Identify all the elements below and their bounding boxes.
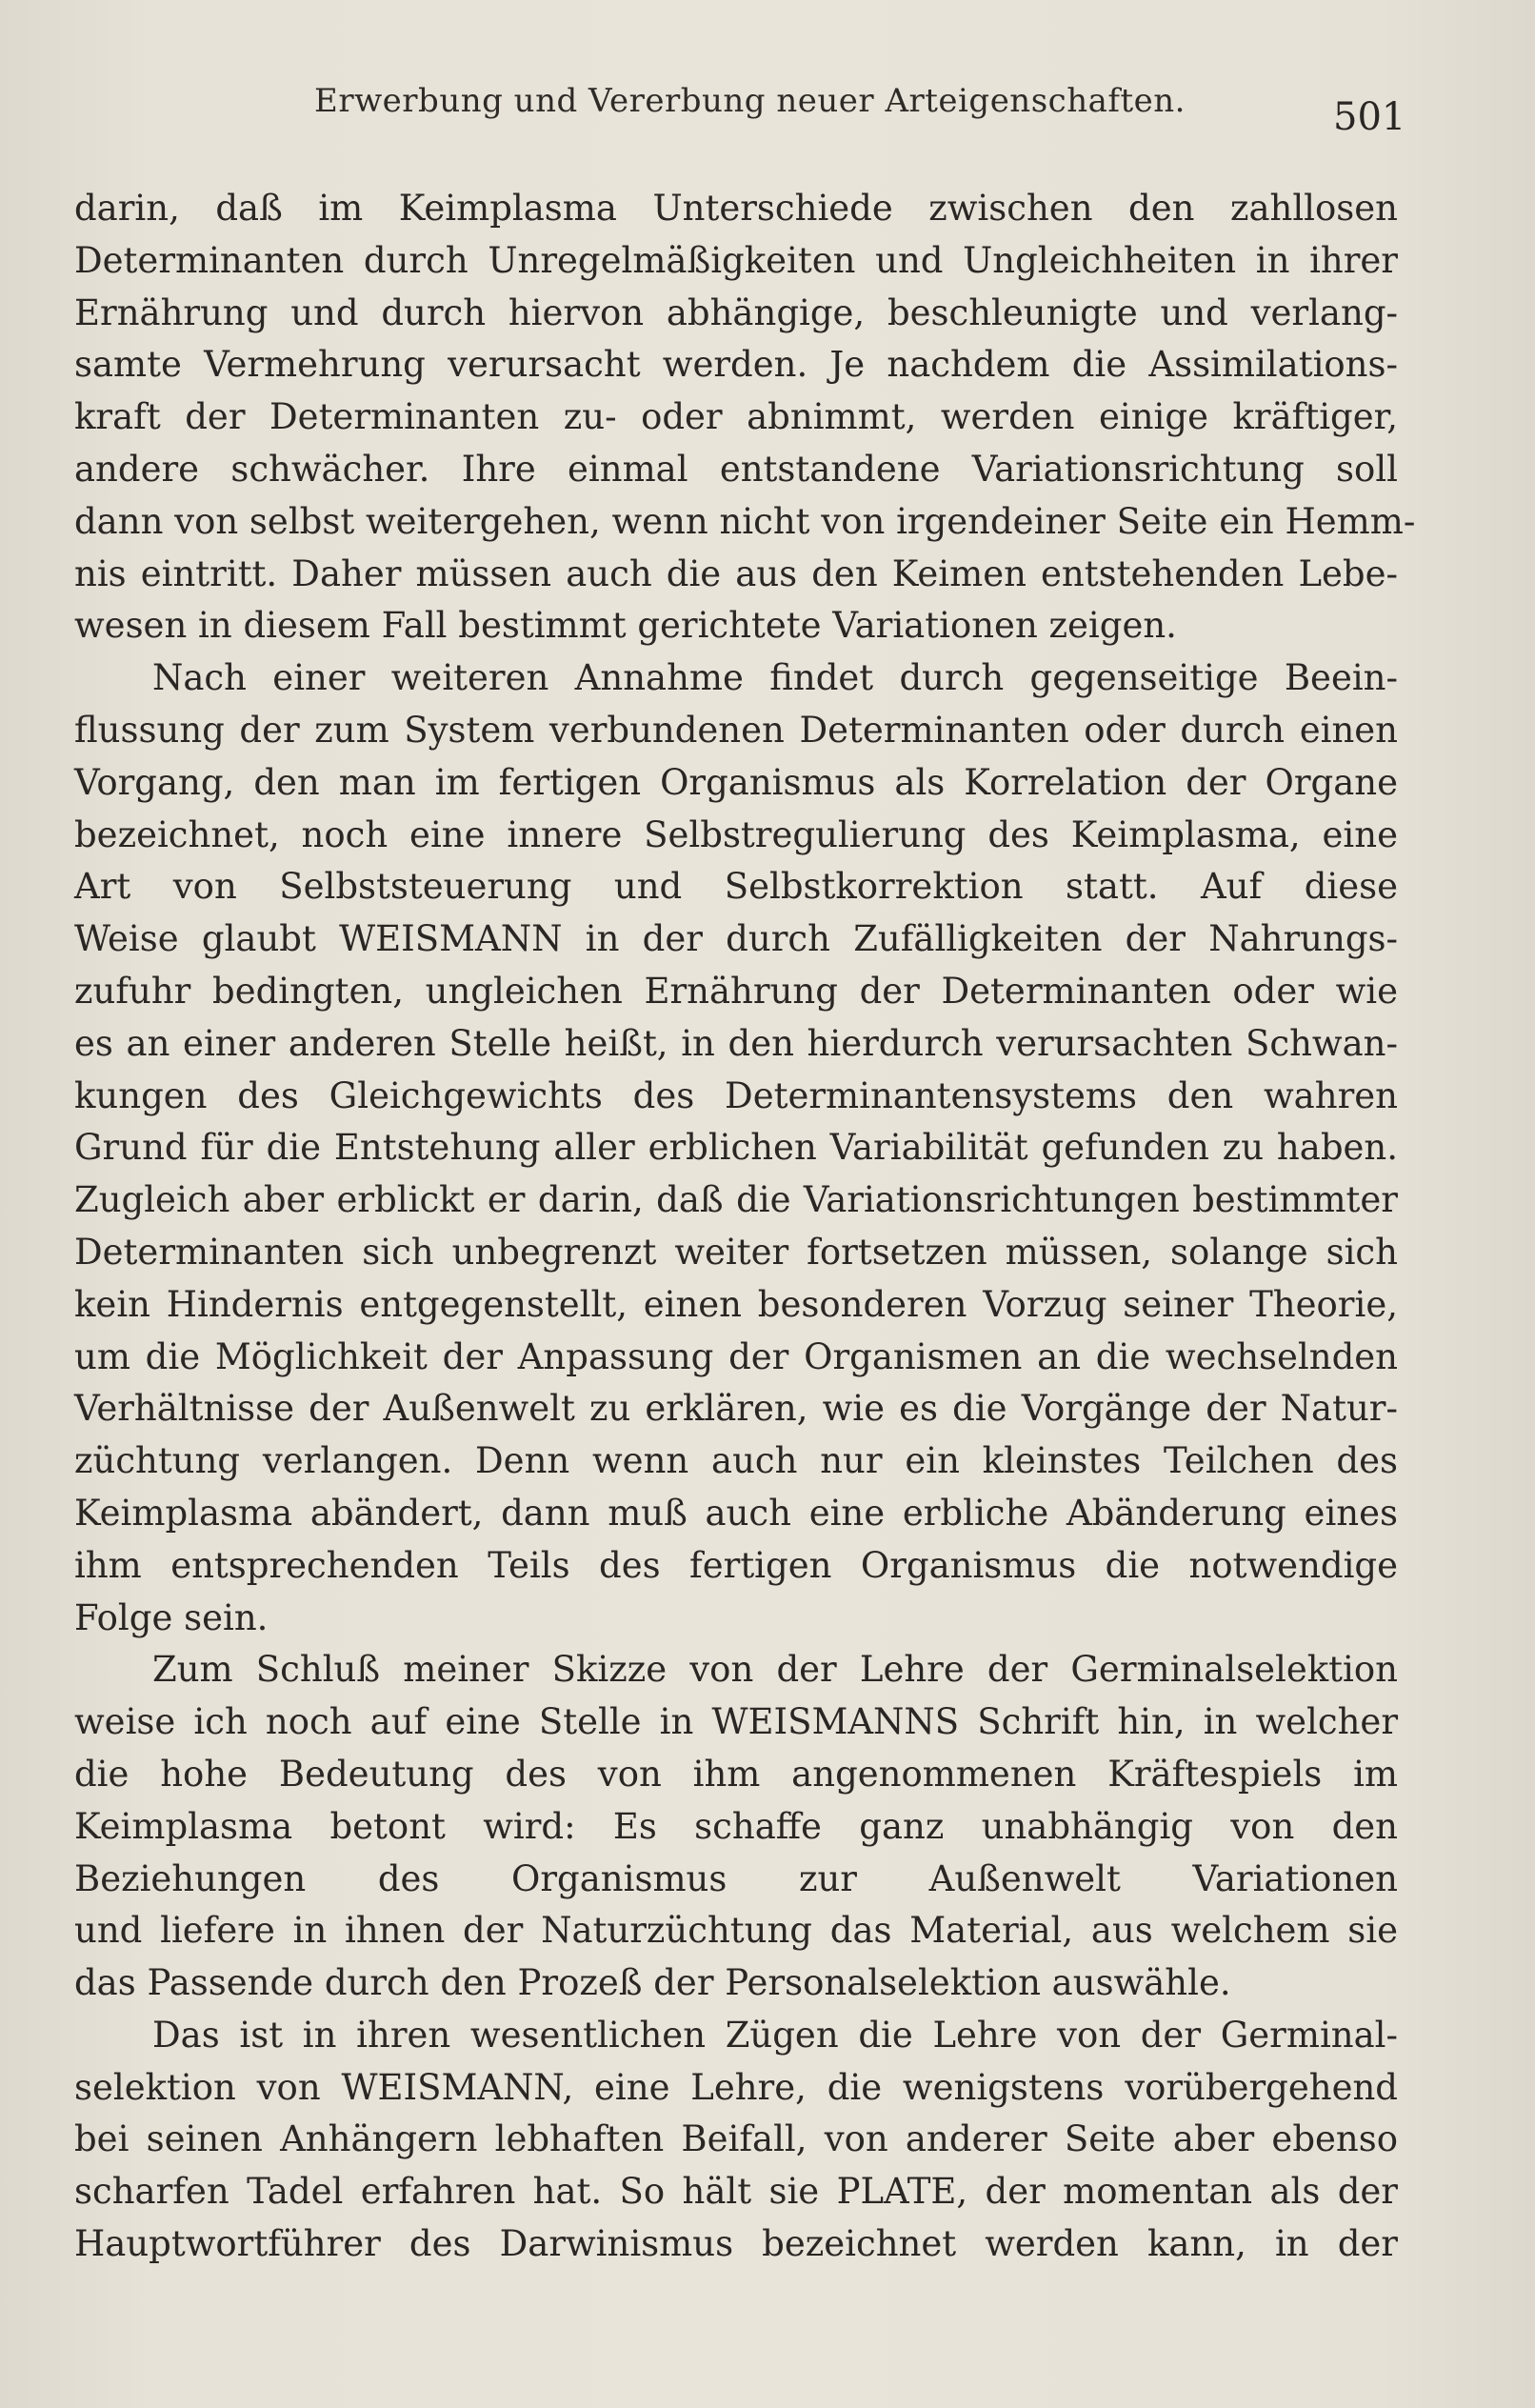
text-line: nis eintritt. Daher müssen auch die aus den Keimen entstehenden Lebe- <box>74 552 1398 594</box>
text-line: es an einer anderen Stelle heißt, in den hierdurch verursachten Schwan- <box>74 1022 1398 1064</box>
text-line: samte Vermehrung verursacht werden. Je nachdem die Assimilations- <box>74 344 1398 386</box>
text-line: die hohe Bedeutung des von ihm angenommenen Kräftespiels im <box>74 1753 1398 1795</box>
text-line: Grund für die Entstehung aller erblichen Variabilität gefunden zu haben. <box>74 1127 1398 1169</box>
text-line: dann von selbst weitergehen, wenn nicht von irgendeiner Seite ein Hemm- <box>74 500 1416 542</box>
text-line: um die Möglichkeit der Anpassung der Organismen an die wechselnden <box>74 1335 1398 1377</box>
page-number: 501 <box>1333 95 1406 139</box>
text-line: kein Hindernis entgegenstellt, einen besonderen Vorzug seiner Theorie, <box>74 1283 1398 1325</box>
text-line: andere schwächer. Ihre einmal entstandene Variationsrichtung soll <box>74 448 1398 490</box>
text-line: Keimplasma betont wird: Es schaffe ganz unabhängig von den <box>74 1805 1398 1847</box>
text-line: und liefere in ihnen der Naturzüchtung das Material, aus welchem sie <box>74 1910 1398 1952</box>
body-text <box>74 183 1416 2271</box>
text-line: Keimplasma abändert, dann muß auch eine erbliche Abänderung eines <box>74 1492 1398 1534</box>
text-line: wesen in diesem Fall bestimmt gerichtete Variationen zeigen. <box>74 605 1177 647</box>
text-line: selektion von WEISMANN, eine Lehre, die wenigstens vorübergehend <box>74 2066 1398 2108</box>
text-line: Determinanten durch Unregelmäßigkeiten und Ungleichheiten in ihrer <box>74 239 1398 281</box>
text-line: Determinanten sich unbegrenzt weiter fortsetzen müssen, solange sich <box>74 1231 1398 1273</box>
text-line: Art von Selbststeuerung und Selbstkorrektion statt. Auf diese <box>74 866 1398 908</box>
text-line: Hauptwortführer des Darwinismus bezeichnet werden kann, in der <box>74 2223 1398 2265</box>
text-line: das Passende durch den Prozeß der Personalselektion auswähle. <box>74 1962 1231 2004</box>
text-line: Zum Schluß meiner Skizze von der Lehre der Germinalselektion <box>152 1649 1398 1691</box>
text-line: Verhältnisse der Außenwelt zu erklären, wie es die Vorgänge der Natur- <box>74 1388 1398 1430</box>
text-line: Das ist in ihren wesentlichen Zügen die Lehre von der Germinal- <box>152 2014 1398 2056</box>
text-line: darin, daß im Keimplasma Unterschiede zwischen den zahllosen <box>74 188 1398 229</box>
text-line: kungen des Gleichgewichts des Determinantensystems den wahren <box>74 1074 1398 1116</box>
text-line: Folge sein. <box>74 1596 269 1638</box>
text-line: weise ich noch auf eine Stelle in WEISMANNS Schrift hin, in welcher <box>74 1701 1398 1743</box>
text-line: ihm entsprechenden Teils des fertigen Organismus die notwendige <box>74 1544 1398 1586</box>
text-line: züchtung verlangen. Denn wenn auch nur ein kleinstes Teilchen des <box>74 1440 1398 1482</box>
text-line: Vorgang, den man im fertigen Organismus als Korrelation der Organe <box>74 761 1398 803</box>
text-line: flussung der zum System verbundenen Determinanten oder durch einen <box>74 709 1398 751</box>
text-line: kraft der Determinanten zu- oder abnimmt, werden einige kräftiger, <box>74 396 1398 438</box>
text-line: zufuhr bedingten, ungleichen Ernährung der Determinanten oder wie <box>74 970 1398 1012</box>
text-line: bei seinen Anhängern lebhaften Beifall, von anderer Seite aber ebenso <box>74 2118 1398 2160</box>
running-head: Erwerbung und Vererbung neuer Arteigenschaften. <box>314 82 1186 120</box>
text-line: bezeichnet, noch eine innere Selbstregulierung des Keimplasma, eine <box>74 813 1398 855</box>
text-line: scharfen Tadel erfahren hat. So hält sie PLATE, der momentan als der <box>74 2171 1398 2213</box>
text-line: Zugleich aber erblickt er darin, daß die Variationsrichtungen bestimmter <box>74 1179 1398 1221</box>
text-line: Ernährung und durch hiervon abhängige, beschleunigte und verlang- <box>74 291 1398 333</box>
text-line: Beziehungen des Organismus zur Außenwelt Variationen <box>74 1857 1398 1899</box>
text-line: Weise glaubt WEISMANN in der durch Zufälligkeiten der Nahrungs- <box>74 918 1398 960</box>
text-line: Nach einer weiteren Annahme findet durch gegenseitige Beein- <box>152 657 1398 699</box>
